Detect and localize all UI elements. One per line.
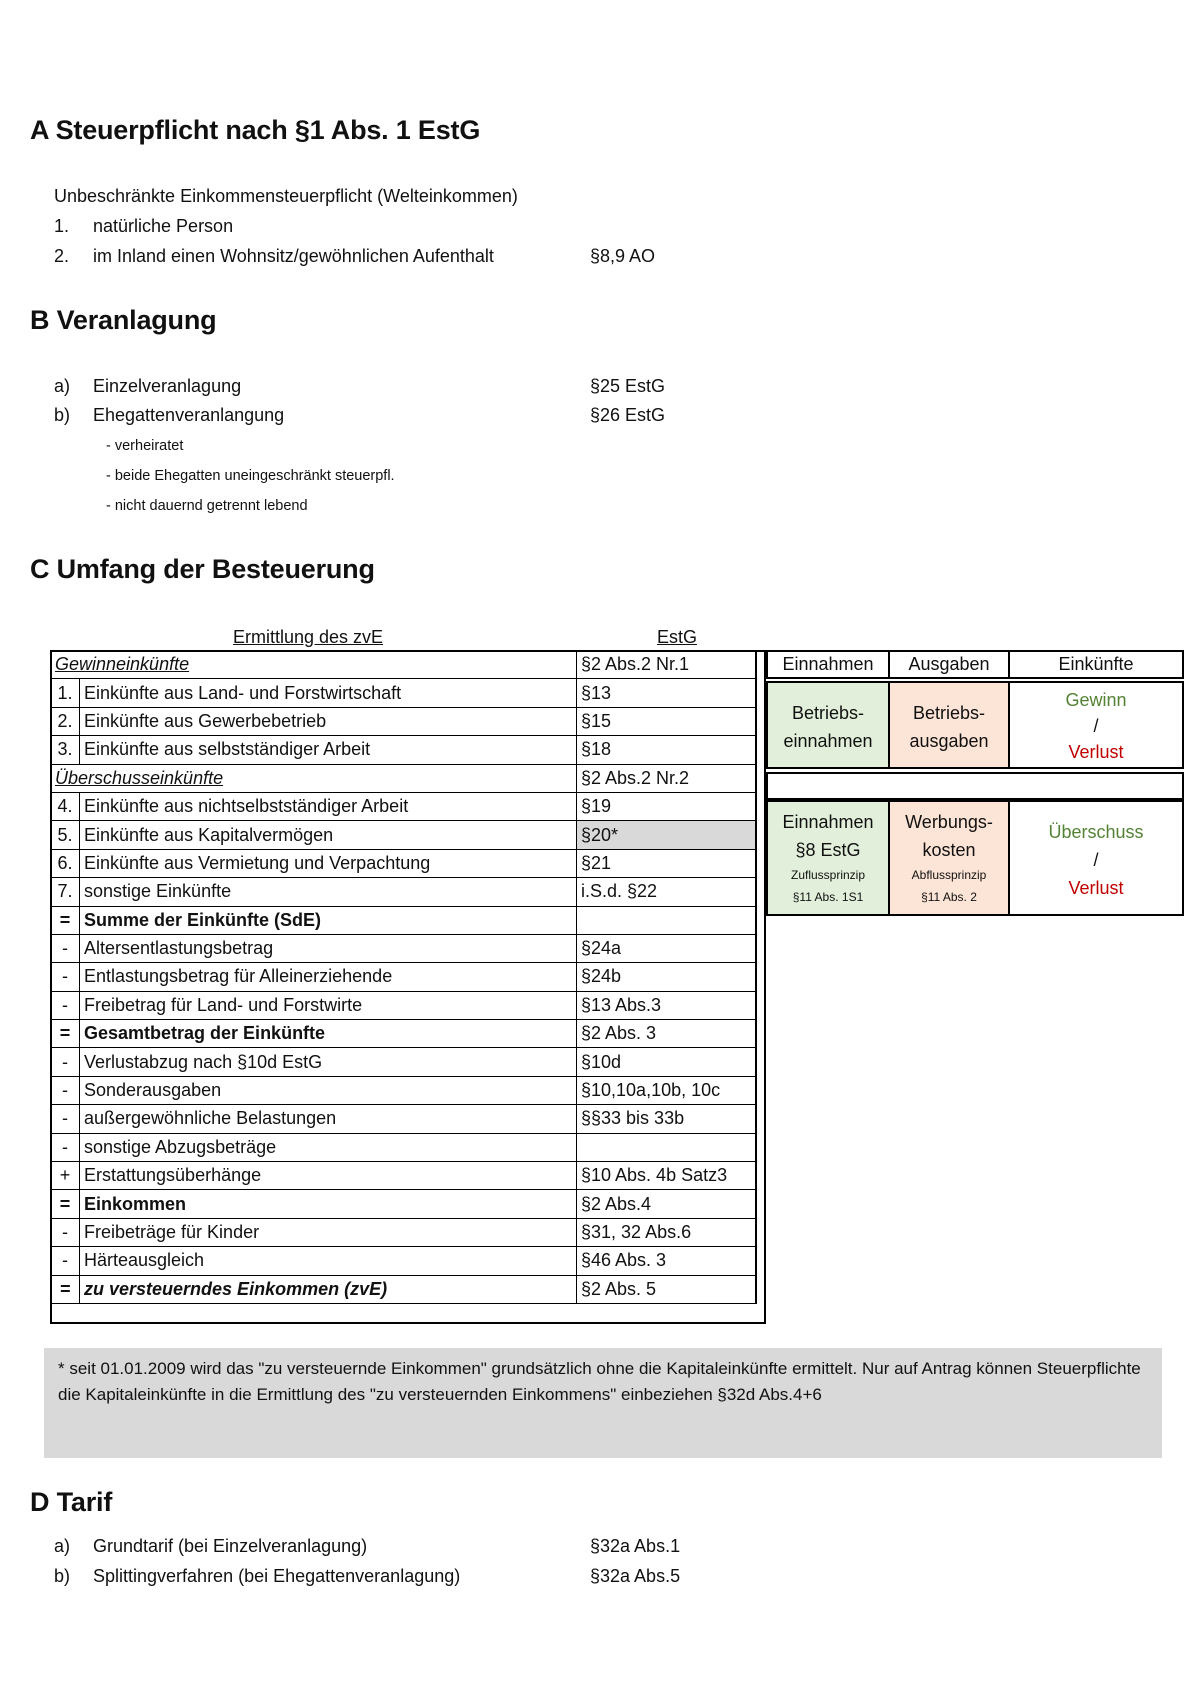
table-cell-label: Härteausgleich xyxy=(80,1247,577,1275)
table-row xyxy=(51,1048,757,1076)
table-cell-op: 6. xyxy=(51,849,80,877)
list-item-text: natürliche Person xyxy=(93,216,234,236)
condition-text: - verheiratet xyxy=(106,438,184,454)
table-cell-ref: §20* xyxy=(577,821,757,849)
table-row xyxy=(51,1275,757,1303)
abflussprinzip-ref: §11 Abs. 2 xyxy=(921,890,977,904)
table-cell-label: Summe der Einkünfte (SdE) xyxy=(80,906,577,934)
header-einkuenfte: Einkünfte xyxy=(1008,650,1184,679)
zuflussprinzip-label: Zuflussprinzip xyxy=(790,868,866,882)
list-number: 1. xyxy=(54,216,70,236)
table-row xyxy=(51,1247,757,1275)
table-row xyxy=(51,764,757,792)
verlust-label: Verlust xyxy=(1068,742,1124,762)
table-cell-op: - xyxy=(51,934,80,962)
table-cell-ref: §§33 bis 33b xyxy=(577,1105,757,1133)
table-row xyxy=(51,792,757,820)
table-row xyxy=(51,736,757,764)
section-a-title: A Steuerpflicht nach §1 Abs. 1 EstG xyxy=(30,115,481,145)
table-cell-ref: §24a xyxy=(577,934,757,962)
condition-text: - nicht dauernd getrennt lebend xyxy=(106,498,308,514)
section-d-title: D Tarif xyxy=(30,1487,113,1517)
table-cell-op: 5. xyxy=(51,821,80,849)
header-ausgaben: Ausgaben xyxy=(888,650,1010,679)
table-cell-op: 3. xyxy=(51,736,80,764)
table-cell-ref: §10,10a,10b, 10c xyxy=(577,1076,757,1104)
werbungskosten-label: Werbungs- kosten xyxy=(905,812,993,860)
table-cell-label: Gesamtbetrag der Einkünfte xyxy=(80,1020,577,1048)
table-row xyxy=(51,991,757,1019)
table-cell-label: Einkünfte aus Gewerbebetrieb xyxy=(80,707,577,735)
table-cell-op: = xyxy=(51,1190,80,1218)
table-cell-ref: §19 xyxy=(577,792,757,820)
werbungskosten-box xyxy=(888,800,1010,916)
table-cell-label: Sonderausgaben xyxy=(80,1076,577,1104)
table-cell-ref: §2 Abs.4 xyxy=(577,1190,757,1218)
zuflussprinzip-ref: §11 Abs. 1S1 xyxy=(792,890,864,904)
slash-divider: / xyxy=(1093,850,1099,870)
table-cell-ref: §31, 32 Abs.6 xyxy=(577,1218,757,1246)
table-cell-ref: §13 xyxy=(577,679,757,707)
table-row xyxy=(51,1190,757,1218)
abflussprinzip-label: Abflussprinzip xyxy=(911,868,987,882)
section-a-subtitle: Unbeschränkte Einkommensteuerpflicht (Welteinkommen) xyxy=(54,186,518,206)
table-cell-op: - xyxy=(51,991,80,1019)
table-cell-op: - xyxy=(51,1247,80,1275)
table-cell-ref: §10d xyxy=(577,1048,757,1076)
table-cell-ref: §15 xyxy=(577,707,757,735)
spacer-box xyxy=(766,772,1184,800)
list-item-ref: §32a Abs.1 xyxy=(590,1536,681,1556)
list-item-text: Grundtarif (bei Einzelveranlagung) xyxy=(93,1536,368,1556)
list-number: a) xyxy=(54,1536,71,1556)
ueberschuss-label: Überschuss xyxy=(1048,822,1144,842)
table-cell-ref: §24b xyxy=(577,963,757,991)
table-row xyxy=(51,821,757,849)
einnahmen-ref: §8 EstG xyxy=(795,840,861,860)
table-cell-op: 2. xyxy=(51,707,80,735)
table-cell-op: - xyxy=(51,1076,80,1104)
table-cell-op: 4. xyxy=(51,792,80,820)
table-row xyxy=(51,906,757,934)
section-c-title: C Umfang der Besteuerung xyxy=(30,554,375,584)
table-cell-ref: §21 xyxy=(577,849,757,877)
einnahmen-box xyxy=(766,800,890,916)
table-cell-label: außergewöhnliche Belastungen xyxy=(80,1105,577,1133)
table-row xyxy=(51,707,757,735)
table-cell-ref: §2 Abs.2 Nr.1 xyxy=(577,651,757,679)
table-header-left: Ermittlung des zvE xyxy=(233,627,384,647)
table-cell-label: Gewinneinkünfte xyxy=(51,651,577,679)
list-number: b) xyxy=(54,1566,71,1586)
section-b-title: B Veranlagung xyxy=(30,305,217,335)
table-row xyxy=(51,1133,757,1161)
table-row xyxy=(51,1076,757,1104)
table-cell-op: + xyxy=(51,1162,80,1190)
table-cell-label: Einkünfte aus selbstständiger Arbeit xyxy=(80,736,577,764)
list-item-text: Splittingverfahren (bei Ehegattenveranlagung) xyxy=(93,1566,461,1586)
ueberschuss-result-box xyxy=(1008,800,1184,916)
header-einnahmen: Einnahmen xyxy=(766,650,890,679)
verlust-label: Verlust xyxy=(1068,878,1124,898)
table-cell-label: Erstattungsüberhänge xyxy=(80,1162,577,1190)
table-cell-label: sonstige Einkünfte xyxy=(80,878,577,906)
table-header-right: EstG xyxy=(657,627,698,647)
table-cell-label: Einkünfte aus nichtselbstständiger Arbeit xyxy=(80,792,577,820)
table-row xyxy=(51,651,757,679)
table-cell-ref: §18 xyxy=(577,736,757,764)
footnote-box: * seit 01.01.2009 wird das "zu versteuernde Einkommen" grundsätzlich ohne die Kapitaleinkünfte ermittelt. Nur auf Antrag können Steuerpflichte die Kapitaleinkünfte in die Ermittlung des "zu versteuernden Einkommens" einbeziehen §32d Abs.4+6 xyxy=(44,1348,1162,1458)
table-row xyxy=(51,679,757,707)
table-cell-label: Altersentlastungsbetrag xyxy=(80,934,577,962)
table-cell-label: Einkünfte aus Land- und Forstwirtschaft xyxy=(80,679,577,707)
betriebsausgaben-box: Betriebs- ausgaben xyxy=(888,681,1010,769)
list-item-text: im Inland einen Wohnsitz/gewöhnlichen Aufenthalt xyxy=(93,246,494,266)
table-cell-label: Einkommen xyxy=(80,1190,577,1218)
list-item-ref: §26 EstG xyxy=(590,405,666,425)
table-cell-ref: §2 Abs. 5 xyxy=(577,1275,757,1303)
list-number: a) xyxy=(54,376,71,396)
table-row xyxy=(51,934,757,962)
list-number: b) xyxy=(54,405,71,425)
table-cell-label: Einkünfte aus Vermietung und Verpachtung xyxy=(80,849,577,877)
slash-divider: / xyxy=(1093,716,1099,736)
table-cell-label: zu versteuerndes Einkommen (zvE) xyxy=(80,1275,577,1303)
table-cell-ref: §10 Abs. 4b Satz3 xyxy=(577,1162,757,1190)
table-cell-op: - xyxy=(51,1048,80,1076)
list-item-text: Einzelveranlagung xyxy=(93,376,242,396)
list-item-ref: §8,9 AO xyxy=(590,246,656,266)
list-item-ref: §32a Abs.5 xyxy=(590,1566,681,1586)
betriebseinnahmen-box: Betriebs- einnahmen xyxy=(766,681,890,769)
table-cell-label: Freibeträge für Kinder xyxy=(80,1218,577,1246)
table-row xyxy=(51,1218,757,1246)
table-cell-op: = xyxy=(51,1275,80,1303)
zve-calculation-table xyxy=(50,650,757,1304)
table-cell-ref: §2 Abs. 3 xyxy=(577,1020,757,1048)
table-row xyxy=(51,1162,757,1190)
table-cell-op: - xyxy=(51,1133,80,1161)
table-row xyxy=(51,849,757,877)
table-cell-ref: §13 Abs.3 xyxy=(577,991,757,1019)
list-item-text: Ehegattenveranlangung xyxy=(93,405,285,425)
gewinn-result-box xyxy=(1008,681,1184,769)
table-cell-op: = xyxy=(51,1020,80,1048)
table-cell-op: - xyxy=(51,1105,80,1133)
table-cell-label: Entlastungsbetrag für Alleinerziehende xyxy=(80,963,577,991)
table-cell-op: 1. xyxy=(51,679,80,707)
gewinn-label: Gewinn xyxy=(1065,690,1127,710)
table-cell-label: Einkünfte aus Kapitalvermögen xyxy=(80,821,577,849)
table-row xyxy=(51,878,757,906)
table-cell-label: sonstige Abzugsbeträge xyxy=(80,1133,577,1161)
table-cell-op: - xyxy=(51,1218,80,1246)
table-cell-op: - xyxy=(51,963,80,991)
table-cell-op: 7. xyxy=(51,878,80,906)
table-cell-label: Freibetrag für Land- und Forstwirte xyxy=(80,991,577,1019)
table-cell-ref: i.S.d. §22 xyxy=(577,878,757,906)
table-row xyxy=(51,1105,757,1133)
table-cell-ref: §2 Abs.2 Nr.2 xyxy=(577,764,757,792)
table-cell-label: Überschusseinkünfte xyxy=(51,764,577,792)
table-cell-label: Verlustabzug nach §10d EstG xyxy=(80,1048,577,1076)
table-cell-ref xyxy=(577,906,757,934)
table-row xyxy=(51,1020,757,1048)
list-number: 2. xyxy=(54,246,70,266)
table-cell-op: = xyxy=(51,906,80,934)
condition-text: - beide Ehegatten uneingeschränkt steuerpfl. xyxy=(106,468,395,484)
einnahmen-label: Einnahmen xyxy=(782,812,874,832)
list-item-ref: §25 EstG xyxy=(590,376,666,396)
table-row xyxy=(51,963,757,991)
table-cell-ref: §46 Abs. 3 xyxy=(577,1247,757,1275)
table-cell-ref xyxy=(577,1133,757,1161)
